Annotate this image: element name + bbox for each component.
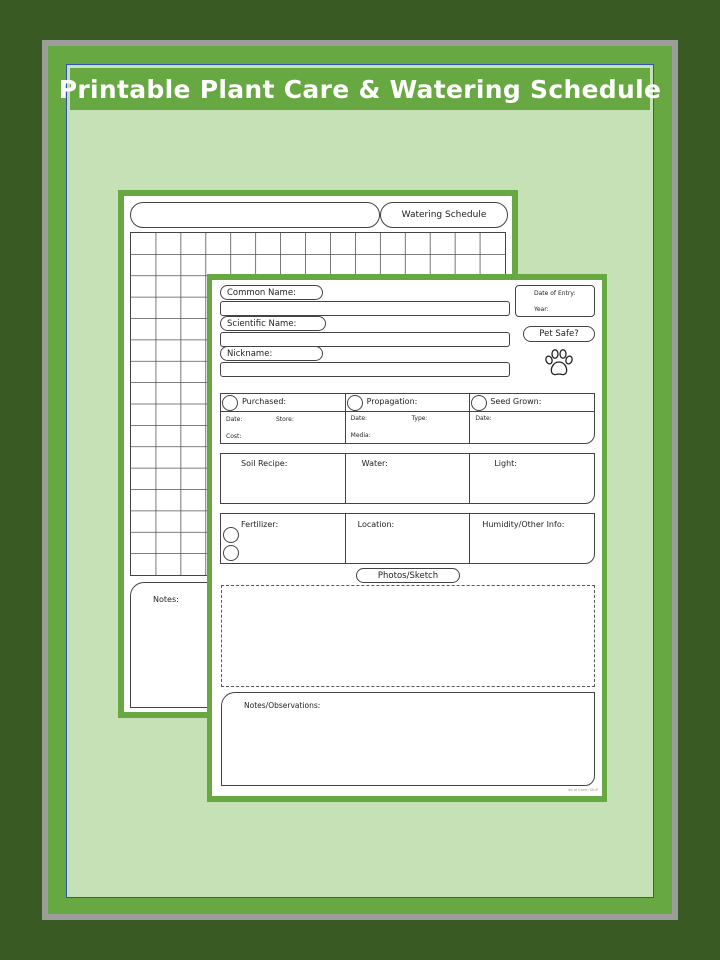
purchased-date-label: Date:	[226, 416, 243, 423]
environment-box	[220, 513, 595, 564]
purchased-checkbox[interactable]	[222, 395, 238, 411]
propagation-label: Propagation:	[366, 397, 418, 406]
purchased-store-label: Store:	[276, 416, 294, 423]
propagation-media-label: Media:	[350, 432, 371, 439]
banner-title: Printable Plant Care & Watering Schedule	[58, 74, 662, 104]
seed-grown-label: Seed Grown:	[490, 397, 542, 406]
notes-observations-box[interactable]	[221, 692, 595, 786]
scientific-name-label: Scientific Name:	[227, 318, 297, 329]
nickname-label: Nickname:	[227, 348, 273, 359]
common-name-field[interactable]	[220, 301, 510, 316]
humidity-label: Humidity/Other Info:	[482, 520, 565, 529]
plant-profile-page	[207, 274, 607, 802]
water-label: Water:	[361, 459, 388, 468]
seed-grown-cell	[470, 394, 594, 443]
date-of-entry-label: Date of Entry:	[534, 290, 576, 297]
watering-schedule-label: Watering Schedule	[401, 210, 487, 220]
location-label: Location:	[357, 520, 395, 529]
watering-schedule-pill	[380, 202, 508, 228]
seed-grown-checkbox[interactable]	[471, 395, 487, 411]
fertilizer-label: Fertilizer:	[241, 520, 279, 529]
date-of-entry-box[interactable]	[515, 285, 595, 317]
pet-safe-label: Pet Safe?	[539, 329, 579, 339]
common-name-label: Common Name:	[227, 287, 296, 298]
soil-recipe-label: Soil Recipe:	[241, 459, 288, 468]
propagation-type-label: Type:	[411, 415, 428, 422]
year-label: Year:	[534, 306, 549, 313]
soil-recipe-cell[interactable]	[221, 454, 346, 503]
purchased-cost-label: Cost:	[226, 433, 242, 440]
paw-print-icon	[542, 348, 576, 378]
humidity-cell[interactable]	[470, 514, 594, 563]
light-label: Light:	[494, 459, 518, 468]
purchased-cell	[221, 394, 346, 443]
photos-sketch-area[interactable]	[221, 585, 595, 687]
fertilizer-checkbox-1[interactable]	[223, 527, 239, 543]
purchased-label: Purchased:	[242, 397, 287, 406]
care-box	[220, 453, 595, 504]
scientific-name-tag	[220, 316, 326, 331]
water-cell[interactable]	[346, 454, 471, 503]
back-notes-label: Notes:	[153, 595, 179, 604]
propagation-date-label: Date:	[350, 415, 368, 422]
plant-profile-paper	[212, 280, 602, 796]
common-name-tag	[220, 285, 323, 300]
scientific-name-field[interactable]	[220, 332, 510, 347]
propagation-checkbox[interactable]	[347, 395, 363, 411]
propagation-cell	[346, 394, 471, 443]
nickname-field[interactable]	[220, 362, 510, 377]
plant-name-pill	[130, 202, 380, 228]
photos-sketch-tag	[356, 568, 460, 583]
seed-grown-date-label: Date:	[475, 415, 492, 422]
footer-watermark: ltd of Green Stuff	[567, 788, 598, 792]
fertilizer-cell[interactable]	[221, 514, 346, 563]
pet-safe-tag	[523, 326, 595, 342]
origin-box	[220, 393, 595, 444]
light-cell[interactable]	[470, 454, 594, 503]
nickname-tag	[220, 346, 323, 361]
fertilizer-checkbox-2[interactable]	[223, 545, 239, 561]
photos-sketch-label: Photos/Sketch	[377, 570, 439, 581]
title-banner	[58, 68, 662, 110]
location-cell[interactable]	[346, 514, 471, 563]
notes-observations-label: Notes/Observations:	[244, 701, 321, 710]
